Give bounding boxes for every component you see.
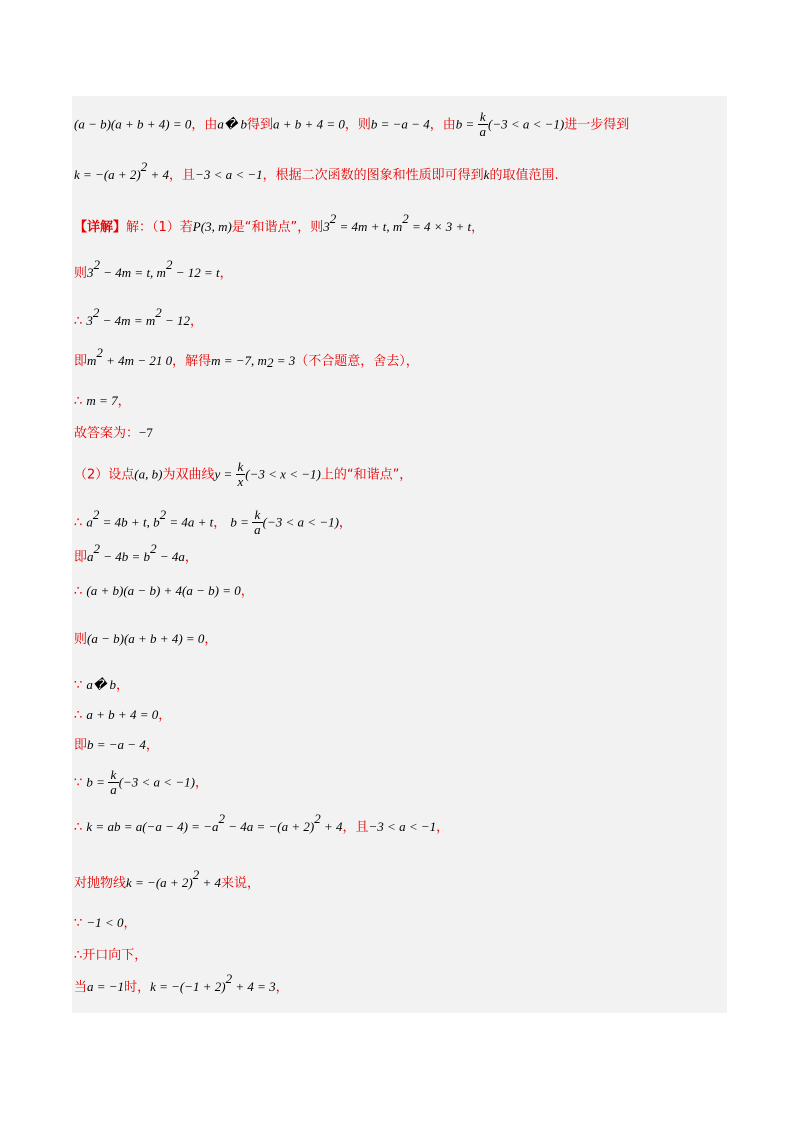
math-expression: + 4 xyxy=(320,819,343,834)
math-expression: k = −(−1 + 2) xyxy=(150,979,226,994)
explanation-text: ， xyxy=(117,394,131,409)
explanation-text: ∴ xyxy=(74,820,87,835)
math-expression: 3 xyxy=(86,313,93,328)
explanation-text: ，由 xyxy=(429,117,456,133)
explanation-text: ， xyxy=(123,916,137,931)
text-line xyxy=(74,582,254,601)
explanation-text: ， xyxy=(338,515,352,531)
explanation-text: ，由 xyxy=(191,117,218,133)
text-line xyxy=(74,211,485,237)
math-expression: a xyxy=(86,514,93,530)
math-expression: 3 xyxy=(323,219,330,234)
text-line xyxy=(74,541,198,567)
explanation-text: 对抛物线 xyxy=(74,876,127,891)
explanation-text: 为双曲线 xyxy=(162,467,215,483)
math-expression: (a, b) xyxy=(134,466,163,482)
explanation-text: ， xyxy=(275,980,289,995)
math-expression: a xyxy=(87,549,94,564)
math-expression: 2 xyxy=(150,541,157,556)
explanation-text: 【详解】 xyxy=(74,220,127,235)
explanation-text: ， xyxy=(436,820,450,835)
fraction xyxy=(108,768,119,797)
explanation-text: ， xyxy=(219,266,233,281)
math-expression: a� b xyxy=(217,116,248,132)
math-expression: 2 xyxy=(93,257,101,272)
text-line xyxy=(74,630,217,649)
math-expression: = 4b + t, b xyxy=(99,514,160,530)
explanation-text: 来说， xyxy=(221,876,261,891)
math-expression: = 4 × 3 + t xyxy=(408,219,472,234)
text-line xyxy=(74,424,153,443)
math-expression: b = xyxy=(86,774,109,790)
explanation-text: ， xyxy=(204,632,218,647)
explanation-text: ， xyxy=(471,220,485,235)
math-expression: m = 7 xyxy=(86,393,118,408)
fraction-numerator: k xyxy=(478,110,489,125)
math-expression: 2 xyxy=(159,506,167,522)
math-expression: − 4a = −(a + 2) xyxy=(224,819,315,834)
math-expression: 2 xyxy=(402,211,409,226)
math-expression: (−3 < x < −1) xyxy=(245,466,321,482)
math-expression: b = −a − 4 xyxy=(87,737,146,752)
text-line xyxy=(74,946,147,965)
math-expression: + 4 = 3 xyxy=(232,979,276,994)
math-expression: 2 xyxy=(155,305,162,320)
explanation-text: ，解得 xyxy=(172,354,212,369)
math-expression: (a − b)(a + b + 4) = 0 xyxy=(87,631,205,646)
explanation-text: ∴ xyxy=(74,584,87,599)
text-line xyxy=(74,736,159,755)
explanation-text: 故答案为： xyxy=(74,426,140,441)
explanation-text: ， xyxy=(240,584,254,599)
math-expression: a� b xyxy=(86,677,116,692)
explanation-text: 得到 xyxy=(247,117,274,133)
math-expression: 2 xyxy=(93,541,101,556)
math-expression: (−3 < a < −1) xyxy=(262,514,339,530)
math-expression: 2 xyxy=(92,506,100,522)
math-expression: 2 xyxy=(192,867,200,882)
text-line xyxy=(74,706,171,725)
text-line xyxy=(74,768,208,797)
math-expression: 2 xyxy=(218,811,225,826)
math-expression: 2 xyxy=(225,971,233,986)
explanation-text: ， xyxy=(145,738,159,753)
fraction-denominator: a xyxy=(254,522,261,537)
math-expression: m = −7, m xyxy=(211,353,267,368)
explanation-text: ， xyxy=(184,550,198,565)
math-expression: − 4a xyxy=(156,549,185,564)
math-expression: b = xyxy=(230,514,253,530)
math-expression: 2 xyxy=(329,211,337,226)
math-expression: b = xyxy=(455,116,478,132)
text-line xyxy=(74,392,131,411)
explanation-text: ∴ xyxy=(74,515,87,531)
explanation-text: 即 xyxy=(74,738,88,753)
fraction-denominator: a xyxy=(479,124,486,139)
text-line xyxy=(74,971,289,997)
explanation-text: 的取值范围. xyxy=(489,168,559,183)
math-expression: (a − b)(a + b + 4) = 0 xyxy=(74,116,192,132)
math-expression: k xyxy=(483,167,490,182)
explanation-text: ， xyxy=(194,775,208,791)
math-expression: − 12 = t xyxy=(172,265,220,280)
math-expression: a + b + 4 = 0 xyxy=(86,707,159,722)
math-expression: = 4a + t xyxy=(166,514,214,530)
explanation-text: 是“和谐点”，则 xyxy=(231,220,324,235)
math-expression: = 4m + t, m xyxy=(336,219,403,234)
math-expression: + 4 xyxy=(199,875,222,890)
explanation-text: ，且 xyxy=(342,820,369,835)
math-expression: b = −a − 4 xyxy=(370,116,430,132)
text-line xyxy=(74,159,559,185)
explanation-text: ，且 xyxy=(169,168,196,183)
explanation-text: 则 xyxy=(74,632,88,647)
text-line xyxy=(74,867,261,893)
explanation-text: ∴开口向下， xyxy=(74,948,148,963)
math-expression: + 4m − 21 0 xyxy=(102,353,173,368)
math-expression: 2 xyxy=(140,159,148,174)
explanation-text: 解：（1）若 xyxy=(126,220,193,235)
explanation-text: ，根据二次函数的图象和性质即可得到 xyxy=(262,168,484,183)
math-expression: y = xyxy=(214,466,236,482)
math-expression: 2 xyxy=(266,355,274,370)
text-line xyxy=(74,676,129,695)
explanation-text: 则 xyxy=(74,266,88,281)
fraction-numerator: k xyxy=(252,508,263,523)
math-expression: − 4m = m xyxy=(99,313,156,328)
explanation-text: ∴ xyxy=(74,708,87,723)
math-expression: − 12 xyxy=(161,313,191,328)
explanation-text: ∵ xyxy=(74,678,87,693)
explanation-text: 进一步得到 xyxy=(564,117,630,133)
fraction-numerator: k xyxy=(237,459,244,474)
text-line xyxy=(74,460,412,489)
fraction xyxy=(478,110,489,139)
explanation-text: ， xyxy=(116,678,130,693)
math-expression: 2 xyxy=(314,811,321,826)
math-expression: 2 xyxy=(92,305,100,320)
math-expression: − 4b = b xyxy=(100,549,151,564)
text-line xyxy=(74,811,450,837)
text-line xyxy=(74,914,136,933)
math-expression: −1 < 0 xyxy=(86,915,124,930)
math-expression: m xyxy=(87,353,97,368)
math-expression: a = −1 xyxy=(87,979,125,994)
explanation-text: 时， xyxy=(124,980,151,995)
text-line xyxy=(74,110,629,139)
fraction xyxy=(236,460,246,489)
math-expression: (−3 < a < −1) xyxy=(118,774,195,790)
explanation-text: （2）设点 xyxy=(74,467,135,483)
math-expression: 2 xyxy=(96,345,103,360)
fraction-denominator: a xyxy=(110,782,117,797)
explanation-text: ∵ xyxy=(74,916,87,931)
math-expression: − 4m = t, m xyxy=(100,265,166,280)
explanation-text: 即 xyxy=(74,354,88,369)
text-line xyxy=(74,508,352,537)
math-expression: −3 < a < −1 xyxy=(368,819,437,834)
fraction-denominator: x xyxy=(237,474,244,489)
fraction xyxy=(252,508,263,537)
fraction-numerator: k xyxy=(108,768,119,783)
explanation-text: ， xyxy=(158,708,172,723)
explanation-text: （不合题意，舍去）， xyxy=(295,354,419,369)
math-expression: k = −(a + 2) xyxy=(126,875,193,890)
math-expression: = 3 xyxy=(273,353,296,368)
text-line xyxy=(74,305,204,331)
math-expression: k = −(a + 2) xyxy=(74,167,141,182)
math-expression: 3 xyxy=(87,265,94,280)
math-expression: 2 xyxy=(165,257,173,272)
math-expression: + 4 xyxy=(147,167,170,182)
math-expression: −7 xyxy=(139,425,153,440)
explanation-text: ∵ xyxy=(74,775,87,791)
explanation-text: ， xyxy=(190,314,204,329)
explanation-text: 当 xyxy=(74,980,88,995)
explanation-text: ∴ xyxy=(74,394,87,409)
math-expression: a + b + 4 = 0 xyxy=(273,116,345,132)
explanation-text: ∴ xyxy=(74,314,87,329)
math-expression: k = ab = a(−a − 4) = −a xyxy=(86,819,219,834)
explanation-text: ，则 xyxy=(344,117,371,133)
math-expression: (−3 < a < −1) xyxy=(488,116,565,132)
explanation-text: 即 xyxy=(74,550,88,565)
math-expression: −3 < a < −1 xyxy=(195,167,263,182)
text-line xyxy=(74,257,233,283)
math-expression: (a + b)(a − b) + 4(a − b) = 0 xyxy=(86,583,241,598)
text-line xyxy=(74,345,419,371)
explanation-text: 上的“和谐点”， xyxy=(320,467,413,483)
explanation-text: ， xyxy=(213,515,231,531)
math-expression: P(3, m) xyxy=(192,219,232,234)
